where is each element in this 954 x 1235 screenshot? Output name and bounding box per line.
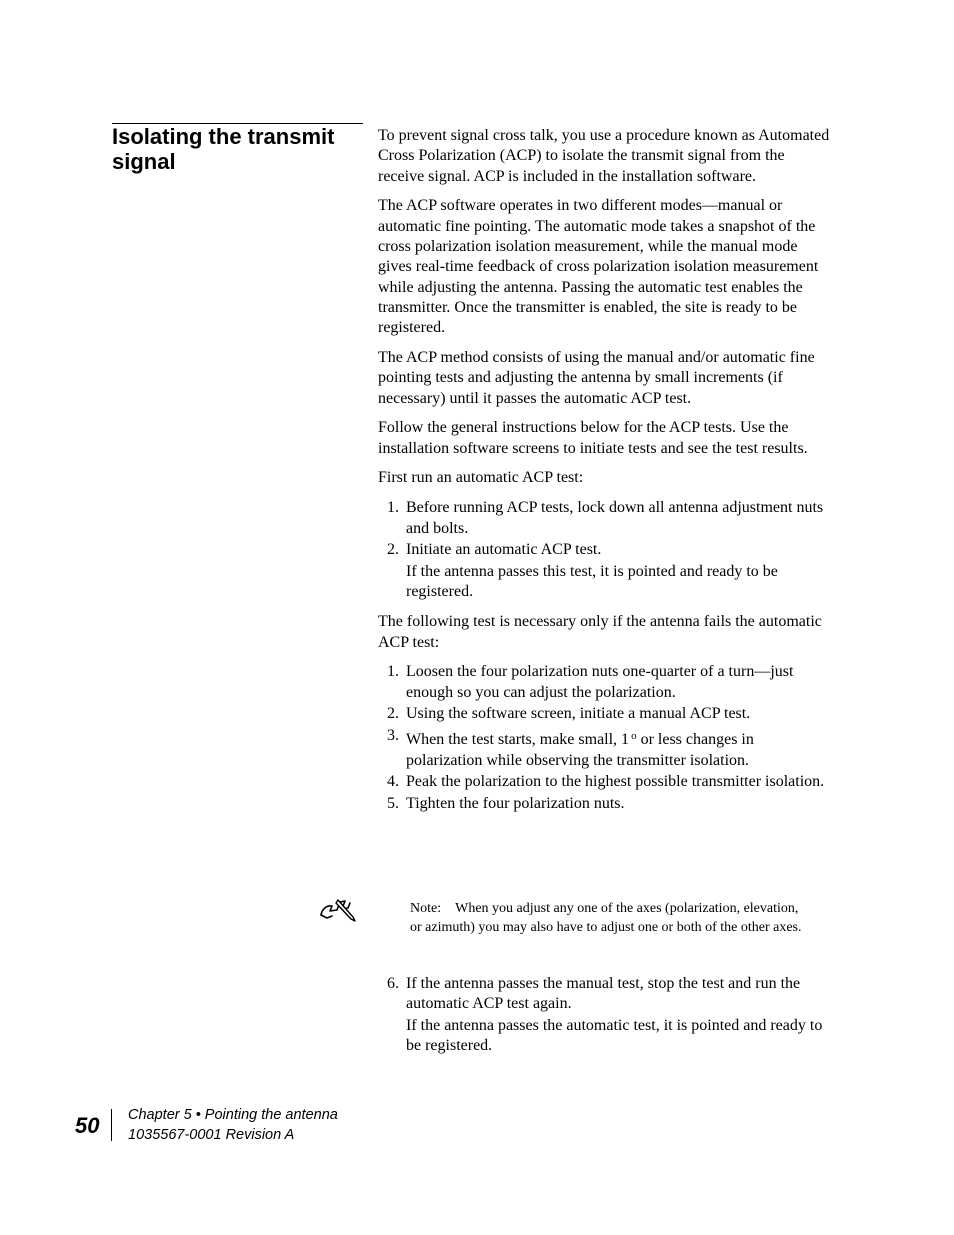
step-number: 1.	[387, 663, 399, 681]
list-item	[378, 772, 830, 792]
list-item	[378, 794, 830, 814]
automatic-test-steps	[378, 498, 830, 602]
list-item	[378, 662, 830, 703]
final-step-list	[378, 974, 830, 1057]
step-text-before: When the test starts, make small, 1	[406, 731, 630, 749]
step-number: 2.	[387, 705, 399, 723]
step-text: Tighten the four polarization nuts.	[406, 795, 625, 813]
step-number: 1.	[387, 499, 399, 517]
intro-paragraph-1: To prevent signal cross talk, you use a procedure known as Automated Cross Polarization (ACP) to isolate the transmit signal from the receive signal. ACP is included in the installation software.	[378, 127, 830, 185]
footer-chapter: Chapter 5 • Pointing the antenna	[128, 1107, 338, 1123]
intro-paragraph-3: The ACP method consists of using the manual and/or automatic fine pointing tests and adjusting the antenna by small increments (if necessary) until it passes the automatic ACP test.	[378, 348, 815, 407]
intro-paragraph-5: First run an automatic ACP test:	[378, 469, 584, 487]
footer-divider	[111, 1109, 112, 1141]
note-text: When you adjust any one of the axes (polarization, elevation, or azimuth) you may also have to adjust one or both of the other axes.	[410, 901, 802, 936]
step-text: Initiate an automatic ACP test.	[406, 541, 602, 559]
note-label: Note:	[410, 901, 442, 916]
pencil-note-icon	[318, 897, 356, 923]
manual-test-steps	[378, 662, 830, 814]
body-column-continued	[378, 974, 830, 1066]
page-number: 50	[75, 1113, 100, 1138]
degree-symbol: o	[631, 730, 637, 743]
body-column	[378, 126, 830, 824]
section-title: Isolating the transmit signal	[112, 124, 335, 174]
step-number: 6.	[387, 975, 399, 992]
step-text	[406, 726, 830, 771]
footer	[128, 1106, 338, 1145]
footer-doc-id: 1035567-0001 Revision A	[128, 1126, 295, 1143]
step-number: 4.	[387, 773, 399, 791]
step-text: Using the software screen, initiate a manual ACP test.	[406, 705, 751, 723]
list-item	[378, 974, 830, 1057]
step-number: 2.	[387, 541, 399, 559]
list-item	[378, 540, 830, 602]
intro-paragraph-4: Follow the general instructions below for the ACP tests. Use the installation software screens to initiate tests and see the test results.	[378, 419, 808, 457]
list-item	[378, 498, 830, 539]
step-text: If the antenna passes the manual test, stop the test and run the automatic ACP test again.	[406, 975, 801, 1013]
list-item	[378, 704, 830, 724]
intro-paragraph-2: The ACP software operates in two different modes—manual or automatic fine pointing. The automatic mode takes a snapshot of the cross polarization isolation measurement, while the manual mode gives real-time feedback of cross polarization isolation measurement while adjusting the antenna. Passing the automatic test enables the transmitter. Once the transmitter is enabled, the site is ready to be registered.	[378, 197, 819, 337]
step-number: 5.	[387, 795, 399, 813]
manual-test-intro: The following test is necessary only if the antenna fails the automatic ACP test:	[378, 613, 822, 651]
list-item	[378, 726, 830, 771]
step-text: Peak the polarization to the highest possible transmitter isolation.	[406, 773, 825, 791]
step-number: 3.	[387, 727, 399, 745]
step-result-text: If the antenna passes the automatic test, it is pointed and ready to be registered.	[406, 1017, 823, 1055]
step-text: Loosen the four polarization nuts one-quarter of a turn—just enough so you can adjust the polarization.	[406, 663, 794, 701]
note-callout	[410, 899, 810, 937]
step-text-after: or less changes in polarization while observing the transmitter isolation.	[406, 731, 754, 769]
step-result-text: If the antenna passes this test, it is pointed and ready to be registered.	[406, 563, 778, 601]
step-text: Before running ACP tests, lock down all antenna adjustment nuts and bolts.	[406, 499, 824, 537]
